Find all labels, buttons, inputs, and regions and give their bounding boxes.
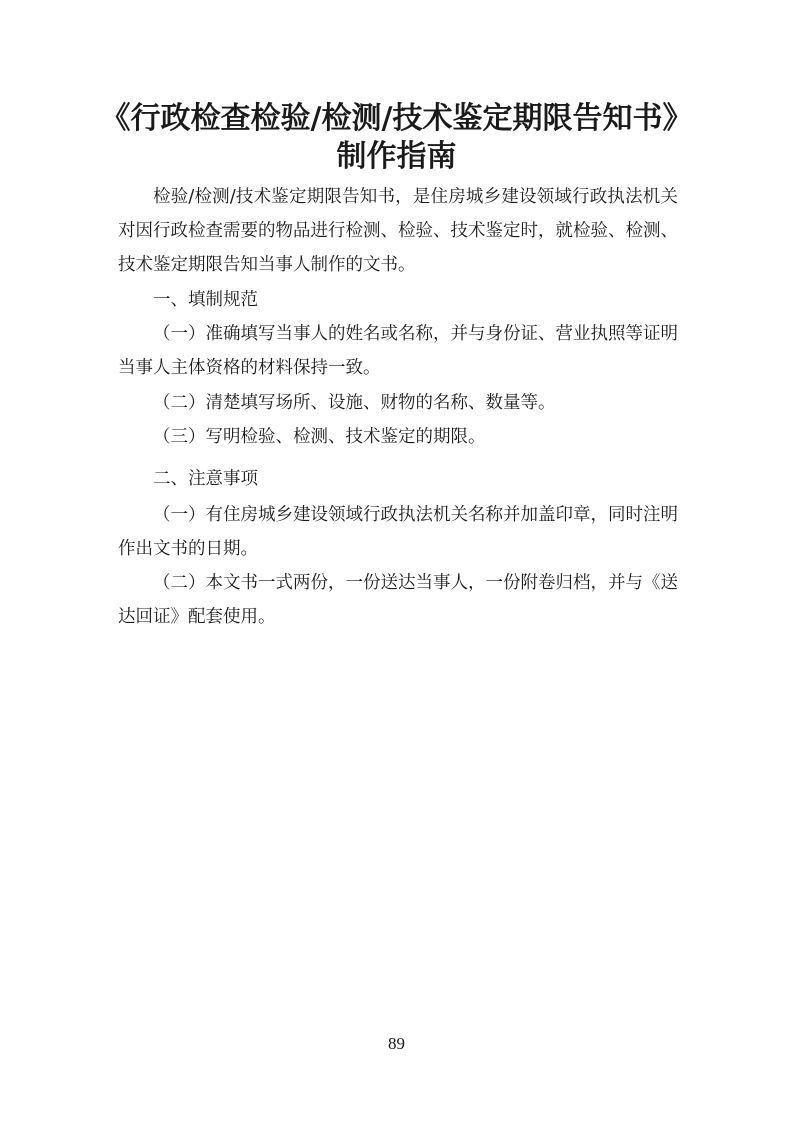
- section1-item-3: （三）写明检验、检测、技术鉴定的期限。: [153, 427, 486, 447]
- section2-item-1: （一）有住房城乡建设领域行政执法机关名称并加盖印章，同时注明作出文书的日期。: [118, 505, 678, 559]
- section1-heading: 一、填制规范: [153, 290, 258, 310]
- section1-item-2: （二）清楚填写场所、设施、财物的名称、数量等。: [153, 393, 556, 413]
- document-title-line1: 《行政检查检验/检测/技术鉴定期限告知书》: [100, 101, 693, 136]
- page-number: 89: [388, 1034, 405, 1053]
- section1-item-1: （一）准确填写当事人的姓名或名称，并与身份证、营业执照等证明当事人主体资格的材料保持一致。: [118, 324, 678, 378]
- document-title-line2: 制作指南: [336, 139, 457, 174]
- intro-paragraph: 检验/检测/技术鉴定期限告知书，是住房城乡建设领域行政执法机关对因行政检查需要的物品进行检测、检验、技术鉴定时，就检验、检测、技术鉴定期限告知当事人制作的文书。: [118, 187, 678, 275]
- section2-item-2: （二）本文书一式两份，一份送达当事人，一份附卷归档，并与《送达回证》配套使用。: [118, 573, 678, 627]
- section2-heading: 二、注意事项: [153, 469, 258, 489]
